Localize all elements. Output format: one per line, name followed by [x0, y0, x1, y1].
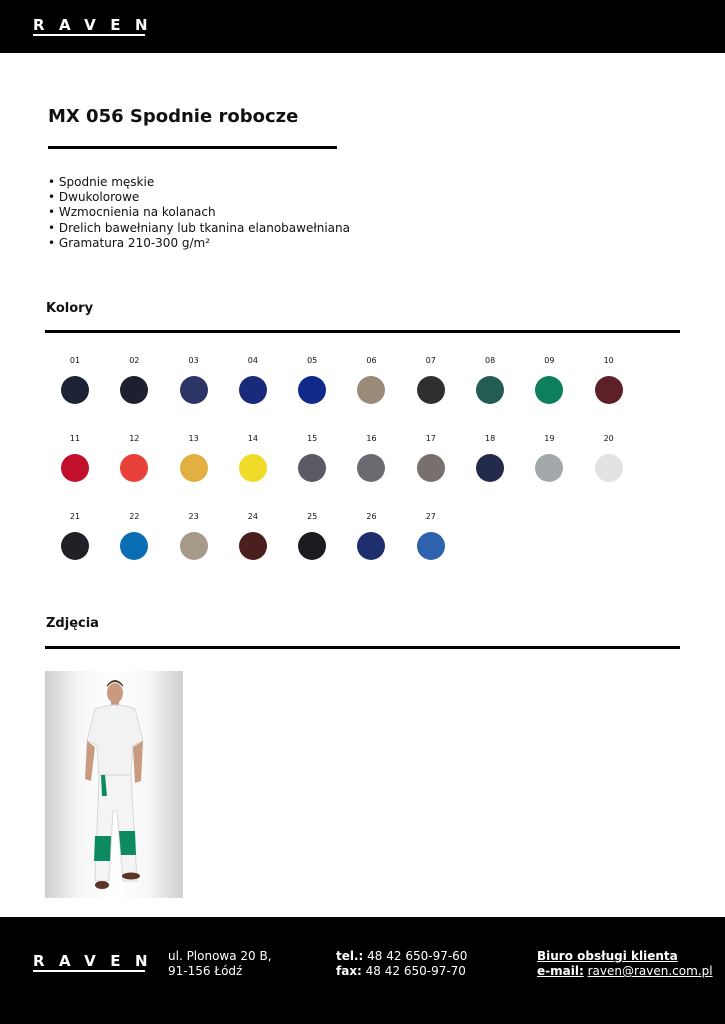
- swatch-number: 27: [425, 512, 436, 521]
- swatch-color-dot: [417, 454, 445, 482]
- swatch-number: 09: [544, 356, 555, 365]
- swatch-number: 23: [188, 512, 199, 521]
- swatch-color-dot: [120, 376, 148, 404]
- feature-item: • Gramatura 210-300 g/m²: [48, 235, 211, 250]
- telephone-line: [336, 949, 467, 964]
- color-swatch[interactable]: [589, 433, 629, 511]
- swatch-number: 04: [247, 356, 258, 365]
- swatch-number: 26: [366, 512, 377, 521]
- swatch-number: 12: [129, 434, 140, 443]
- address-street: ul. Plonowa 20 B,: [168, 949, 272, 963]
- swatch-number: 16: [366, 434, 377, 443]
- raven-logo[interactable]: [33, 16, 163, 36]
- header-bar: [0, 0, 725, 53]
- swatch-number: 24: [247, 512, 258, 521]
- swatch-color-dot: [298, 454, 326, 482]
- color-swatch[interactable]: [292, 511, 332, 589]
- color-swatch[interactable]: [529, 355, 569, 433]
- swatch-number: 21: [69, 512, 81, 521]
- swatch-number: 06: [366, 356, 377, 365]
- color-swatch[interactable]: [233, 433, 273, 511]
- footer-logo-underline: [33, 970, 145, 972]
- feature-item: • Wzmocnienia na kolanach: [48, 205, 216, 220]
- swatch-color-dot: [357, 376, 385, 404]
- swatch-number: 25: [307, 512, 318, 521]
- color-swatch[interactable]: [351, 511, 391, 589]
- swatch-number: 18: [484, 434, 496, 443]
- color-swatch[interactable]: [351, 433, 391, 511]
- color-swatch[interactable]: [411, 511, 451, 589]
- color-swatch-grid: [55, 355, 675, 589]
- feature-item: • Spodnie męskie: [48, 175, 155, 189]
- swatch-number: 17: [425, 434, 436, 443]
- tel-value[interactable]: 48 42 650-97-60: [363, 949, 468, 963]
- swatch-number: 07: [425, 356, 436, 365]
- color-swatch[interactable]: [529, 433, 569, 511]
- email-line: [537, 964, 713, 979]
- swatch-number: 14: [247, 434, 258, 443]
- swatch-number: 10: [603, 356, 614, 365]
- swatch-color-dot: [298, 532, 326, 560]
- color-swatch[interactable]: [233, 511, 273, 589]
- color-swatch[interactable]: [411, 355, 451, 433]
- address-city: 91-156 Łódź: [168, 964, 243, 978]
- color-swatch[interactable]: [411, 433, 451, 511]
- product-photo[interactable]: [45, 671, 183, 898]
- color-swatch[interactable]: [174, 355, 214, 433]
- color-swatch[interactable]: [114, 355, 154, 433]
- swatch-color-dot: [417, 376, 445, 404]
- email-label: e-mail:: [537, 964, 584, 978]
- color-swatch[interactable]: [55, 355, 95, 433]
- swatch-color-dot: [61, 532, 89, 560]
- swatch-color-dot: [476, 454, 504, 482]
- footer-raven-logo[interactable]: [33, 952, 163, 972]
- swatch-number: 03: [188, 356, 199, 365]
- color-swatch[interactable]: [233, 355, 273, 433]
- swatch-color-dot: [357, 532, 385, 560]
- swatch-color-dot: [239, 532, 267, 560]
- color-swatch[interactable]: [589, 355, 629, 433]
- color-swatch[interactable]: [55, 433, 95, 511]
- fax-value: 48 42 650-97-70: [361, 964, 466, 978]
- swatch-color-dot: [535, 454, 563, 482]
- feature-list: [48, 175, 350, 251]
- photos-divider: [45, 646, 680, 649]
- swatch-color-dot: [120, 532, 148, 560]
- feature-item: • Dwukolorowe: [48, 190, 140, 205]
- color-swatch[interactable]: [114, 433, 154, 511]
- swatch-color-dot: [595, 376, 623, 404]
- swatch-color-dot: [180, 376, 208, 404]
- color-swatch[interactable]: [470, 355, 510, 433]
- swatch-number: 20: [603, 434, 614, 443]
- swatch-color-dot: [417, 532, 445, 560]
- swatch-number: 15: [307, 434, 318, 443]
- logo-text: RAVEN: [33, 16, 163, 34]
- swatch-color-dot: [120, 454, 148, 482]
- title-divider: [48, 146, 337, 149]
- color-swatch[interactable]: [174, 433, 214, 511]
- feature-item: • Drelich bawełniany lub tkanina elanobawełniana: [48, 220, 350, 235]
- swatch-color-dot: [61, 454, 89, 482]
- fax-label: fax:: [336, 964, 362, 978]
- swatch-number: 22: [129, 512, 140, 521]
- swatch-number: 08: [484, 356, 496, 365]
- product-title: MX 056 Spodnie robocze: [48, 106, 299, 127]
- color-swatch[interactable]: [114, 511, 154, 589]
- tel-label: tel.:: [336, 949, 364, 963]
- swatch-color-dot: [180, 532, 208, 560]
- color-swatch[interactable]: [470, 433, 510, 511]
- company-address: [168, 949, 272, 979]
- colors-heading: Kolory: [46, 301, 94, 316]
- color-swatch[interactable]: [292, 355, 332, 433]
- color-swatch[interactable]: [174, 511, 214, 589]
- swatch-number: 02: [129, 356, 140, 365]
- swatch-color-dot: [180, 454, 208, 482]
- email-link[interactable]: raven@raven.com.pl: [587, 964, 713, 978]
- fax-line: [336, 964, 467, 979]
- swatch-color-dot: [476, 376, 504, 404]
- swatch-color-dot: [535, 376, 563, 404]
- color-swatch[interactable]: [351, 355, 391, 433]
- customer-service: [537, 949, 713, 979]
- swatch-number: 19: [544, 434, 555, 443]
- color-swatch[interactable]: [55, 511, 95, 589]
- swatch-color-dot: [298, 376, 326, 404]
- footer-logo-text: RAVEN: [33, 952, 163, 970]
- color-swatch[interactable]: [292, 433, 332, 511]
- swatch-color-dot: [61, 376, 89, 404]
- swatch-number: 11: [69, 434, 81, 443]
- swatch-color-dot: [239, 454, 267, 482]
- customer-service-title: Biuro obsługi klienta: [537, 949, 678, 963]
- swatch-color-dot: [239, 376, 267, 404]
- swatch-color-dot: [595, 454, 623, 482]
- model-figure-illustration: [45, 671, 183, 898]
- logo-underline: [33, 34, 145, 36]
- photos-heading: Zdjęcia: [46, 616, 99, 631]
- phone-contact: [336, 949, 467, 979]
- swatch-number: 13: [188, 434, 199, 443]
- colors-divider: [45, 330, 680, 333]
- swatch-number: 05: [307, 356, 318, 365]
- swatch-color-dot: [357, 454, 385, 482]
- swatch-number: 01: [69, 356, 81, 365]
